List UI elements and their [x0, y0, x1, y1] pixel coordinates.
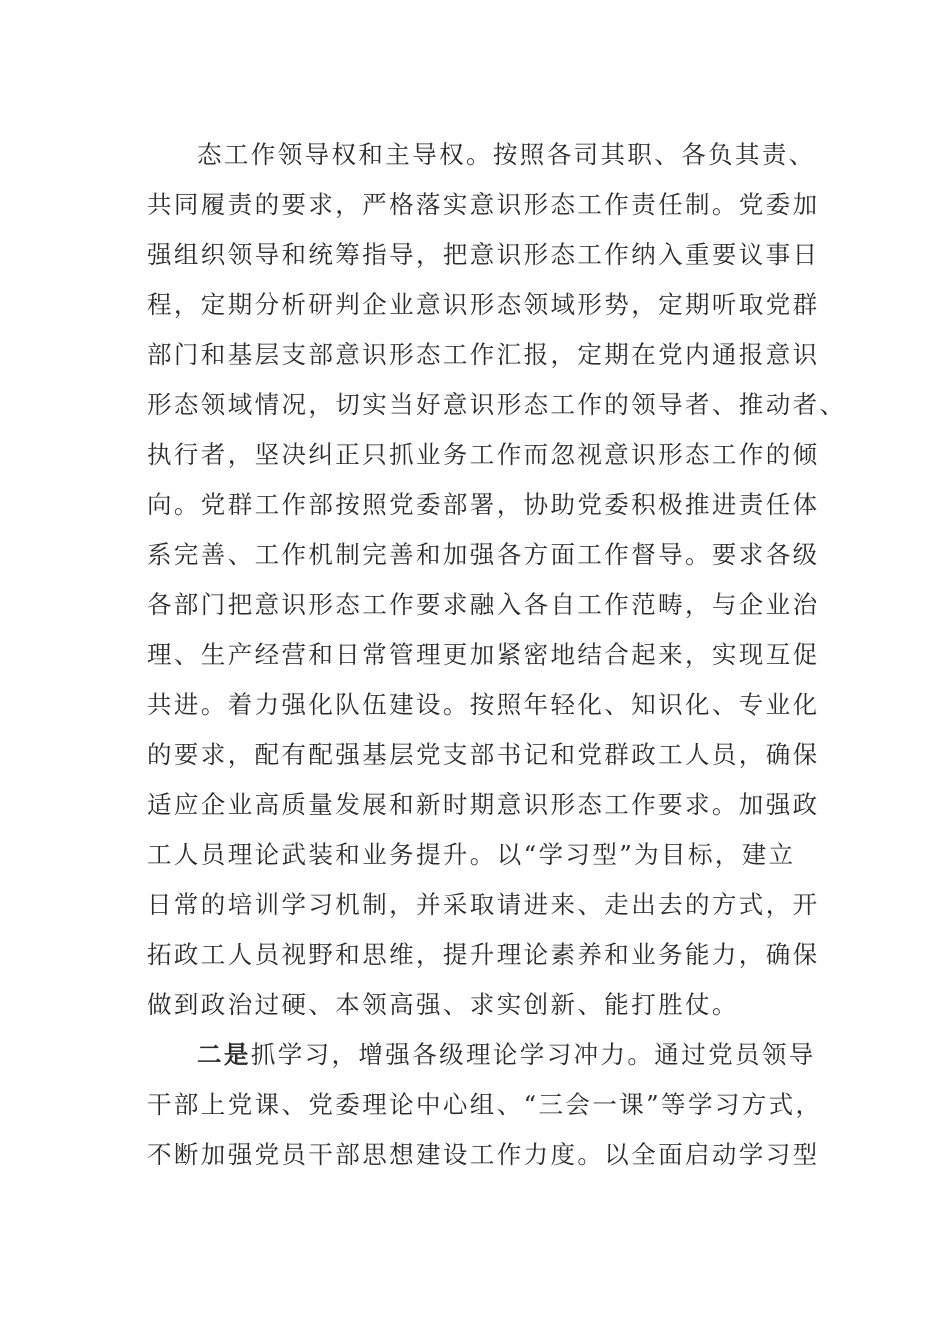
text-line: 部门和基层支部意识形态工作汇报，定期在党内通报意识 [147, 340, 820, 369]
text-line: 共同履责的要求，严格落实意识形态工作责任制。党委加 [147, 190, 820, 219]
text-line: 不断加强党员干部思想建设工作力度。以全面启动学习型 [147, 1140, 820, 1169]
text-line: 向。党群工作部按照党委部署，协助党委积极推进责任体 [147, 490, 820, 519]
text-line: 程，定期分析研判企业意识形态领域形势，定期听取党群 [147, 290, 820, 319]
text-line: 执行者，坚决纠正只抓业务工作而忽视意识形态工作的倾 [147, 440, 820, 469]
text-line: 强组织领导和统筹指导，把意识形态工作纳入重要议事日 [147, 240, 820, 269]
text-line: 干部上党课、党委理论中心组、“三会一课”等学习方式， [147, 1090, 823, 1119]
text-line: 系完善、工作机制完善和加强各方面工作督导。要求各级 [147, 540, 820, 569]
document-body [147, 130, 847, 1180]
text-line: 形态领域情况，切实当好意识形态工作的领导者、推动者、 [147, 390, 847, 419]
text-line: 共进。着力强化队伍建设。按照年轻化、知识化、专业化 [147, 690, 820, 719]
text-line [147, 1030, 817, 1080]
text-line: 拓政工人员视野和思维，提升理论素养和业务能力，确保 [147, 940, 820, 969]
text-line: 适应企业高质量发展和新时期意识形态工作要求。加强政 [147, 790, 820, 819]
text-line: 工人员理论武装和业务提升。以“学习型”为目标，建立 [147, 840, 796, 869]
text-line: 日常的培训学习机制，并采取请进来、走出去的方式，开 [147, 890, 820, 919]
text-line-rest: 抓学习，增强各级理论学习冲力。通过党员领导 [250, 1040, 816, 1069]
text-line: 理、生产经营和日常管理更加紧密地结合起来，实现互促 [147, 640, 820, 669]
text-line: 做到政治过硬、本领高强、求实创新、能打胜仗。 [147, 990, 739, 1019]
text-line: 态工作领导权和主导权。按照各司其职、各负其责、 [197, 140, 816, 169]
paragraph-lead-label: 二是 [197, 1040, 251, 1069]
text-line: 各部门把意识形态工作要求融入各自工作范畴，与企业治 [147, 590, 820, 619]
text-line: 的要求，配有配强基层党支部书记和党群政工人员，确保 [147, 740, 820, 769]
paragraph-1 [147, 130, 847, 1030]
paragraph-2 [147, 1030, 823, 1180]
